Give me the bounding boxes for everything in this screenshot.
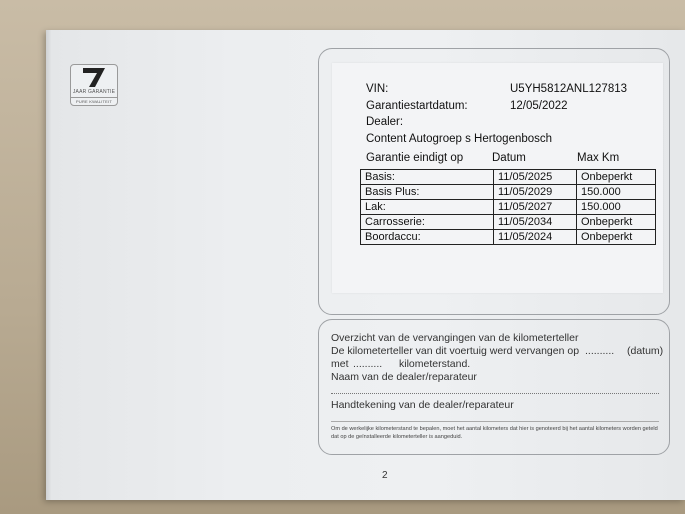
signature-line bbox=[331, 421, 659, 422]
dealer-name-dotted-line bbox=[331, 393, 659, 394]
page-number: 2 bbox=[382, 470, 388, 481]
vin-label: VIN: bbox=[366, 83, 389, 95]
table-row bbox=[361, 230, 656, 245]
warranty-table bbox=[360, 169, 656, 245]
odometer-replaced-text: De kilometerteller van dit voertuig werd vervangen op bbox=[331, 345, 580, 357]
row-date: 11/05/2034 bbox=[494, 215, 577, 230]
row-km: Onbeperkt bbox=[577, 170, 656, 185]
odometer-section bbox=[318, 319, 670, 455]
row-km: Onbeperkt bbox=[577, 230, 656, 245]
row-type: Basis Plus: bbox=[361, 185, 494, 200]
seven-logo-icon bbox=[81, 66, 107, 88]
row-date: 11/05/2024 bbox=[494, 230, 577, 245]
column-header-max-km: Max Km bbox=[577, 152, 620, 164]
warranty-sticker bbox=[332, 63, 663, 293]
table-row bbox=[361, 215, 656, 230]
row-type: Lak: bbox=[361, 200, 494, 215]
table-row bbox=[361, 170, 656, 185]
odometer-date-dots: .......... bbox=[585, 345, 615, 357]
column-header-type: Garantie eindigt op bbox=[366, 152, 464, 164]
warranty-logo bbox=[70, 64, 118, 106]
logo-text-jaar-garantie: JAAR GARANTIE bbox=[72, 89, 116, 95]
row-type: Carrosserie: bbox=[361, 215, 494, 230]
warranty-booklet-page bbox=[46, 30, 685, 500]
row-type: Basis: bbox=[361, 170, 494, 185]
signature-label: Handtekening van de dealer/reparateur bbox=[331, 399, 514, 411]
dealer-name-label: Naam van de dealer/reparateur bbox=[331, 371, 477, 383]
odometer-km-unit: kilometerstand. bbox=[399, 358, 471, 370]
odometer-km-dots: .......... bbox=[353, 358, 383, 370]
dealer-value: Content Autogroep s Hertogenbosch bbox=[366, 133, 553, 145]
odometer-title: Overzicht van de vervangingen van de kilometerteller bbox=[331, 332, 579, 344]
odometer-date-unit: (datum) bbox=[627, 345, 664, 357]
row-km: 150.000 bbox=[577, 185, 656, 200]
dealer-label: Dealer: bbox=[366, 116, 404, 128]
table-row bbox=[361, 200, 656, 215]
logo-text-pure-kwaliteit: PURE KWALITEIT bbox=[71, 97, 117, 104]
start-date-label: Garantiestartdatum: bbox=[366, 100, 468, 112]
row-type: Boordaccu: bbox=[361, 230, 494, 245]
booklet-spine bbox=[46, 30, 52, 500]
vin-value: U5YH5812ANL127813 bbox=[510, 83, 628, 95]
row-date: 11/05/2029 bbox=[494, 185, 577, 200]
odometer-note: Om de werkelijke kilometerstand te bepalen, moet het aantal kilometers dat hier is genoteerd bij het aantal kilometers worden geteld dat op de geïnstalleerde kilometerteller is aangeduid. bbox=[331, 426, 658, 440]
column-header-date: Datum bbox=[492, 152, 526, 164]
row-date: 11/05/2027 bbox=[494, 200, 577, 215]
row-date: 11/05/2025 bbox=[494, 170, 577, 185]
row-km: 150.000 bbox=[577, 200, 656, 215]
odometer-with-text: met bbox=[331, 358, 349, 370]
start-date-value: 12/05/2022 bbox=[510, 100, 568, 112]
table-row bbox=[361, 185, 656, 200]
row-km: Onbeperkt bbox=[577, 215, 656, 230]
